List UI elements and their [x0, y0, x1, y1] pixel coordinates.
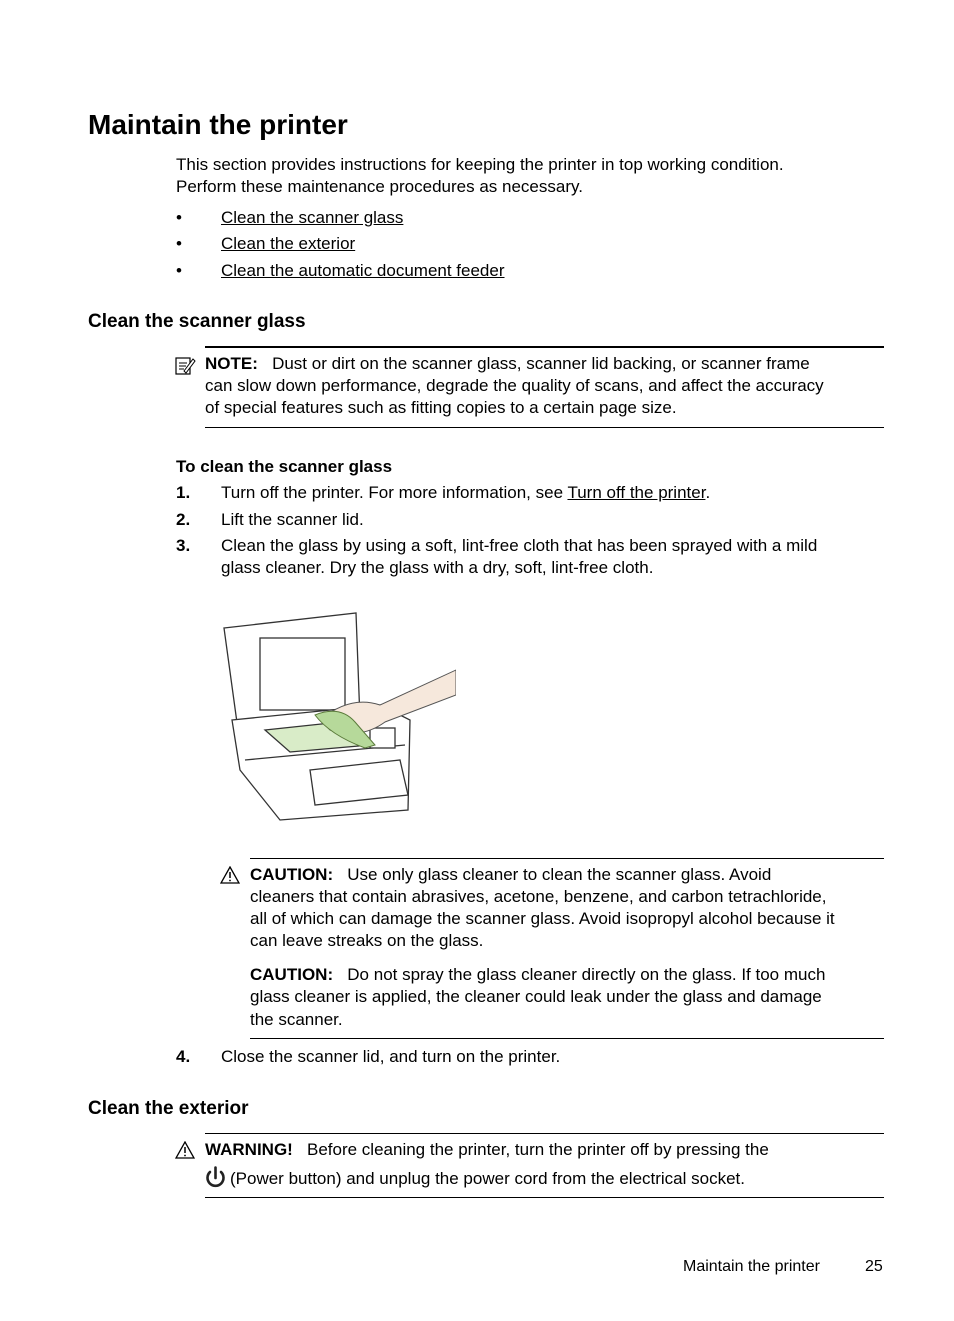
link-clean-exterior[interactable]: Clean the exterior: [221, 234, 356, 253]
step-number: 3.: [176, 536, 191, 555]
step-text: Lift the scanner lid.: [221, 510, 364, 529]
caution-text: the scanner.: [250, 1010, 343, 1029]
footer-section: Maintain the printer: [683, 1258, 820, 1275]
warning-text: Before cleaning the printer, turn the printer off by pressing the: [307, 1140, 769, 1159]
note-label: NOTE:: [205, 354, 258, 373]
link-turn-off-printer[interactable]: Turn off the printer: [567, 483, 706, 502]
note-icon: [174, 355, 196, 377]
printer-cleaning-illustration: [220, 610, 456, 824]
bullet: •: [176, 261, 182, 280]
intro-line: Perform these maintenance procedures as necessary.: [176, 177, 583, 196]
caution-text: Do not spray the glass cleaner directly on the glass. If too much: [347, 965, 826, 984]
procedure-title: To clean the scanner glass: [176, 457, 393, 476]
step-number: 4.: [176, 1047, 191, 1066]
link-clean-adf[interactable]: Clean the automatic document feeder: [221, 261, 505, 280]
divider: [250, 858, 884, 859]
note-text: can slow down performance, degrade the quality of scans, and affect the accuracy: [205, 376, 824, 395]
divider: [205, 1197, 884, 1198]
note-text: Dust or dirt on the scanner glass, scanner lid backing, or scanner frame: [272, 354, 810, 373]
warning-label: WARNING!: [205, 1140, 293, 1159]
divider: [205, 1133, 884, 1134]
section-heading: Clean the scanner glass: [88, 311, 306, 332]
step-number: 1.: [176, 483, 191, 502]
caution-text: Use only glass cleaner to clean the scanner glass. Avoid: [347, 865, 772, 884]
power-icon: [204, 1166, 227, 1190]
step-text: Clean the glass by using a soft, lint-free cloth that has been sprayed with a mild: [221, 536, 818, 555]
bullet: •: [176, 208, 182, 227]
page-number: 25: [865, 1258, 883, 1275]
caution-text: cleaners that contain abrasives, acetone, benzene, and carbon tetrachloride,: [250, 887, 827, 906]
step-text: Turn off the printer. For more information, see: [221, 483, 568, 502]
link-clean-scanner-glass[interactable]: Clean the scanner glass: [221, 208, 404, 227]
caution-label: CAUTION:: [250, 965, 334, 984]
step-text: .: [705, 483, 711, 502]
caution-icon: [220, 866, 240, 884]
section-heading: Clean the exterior: [88, 1098, 249, 1119]
step-number: 2.: [176, 510, 191, 529]
step-text: Close the scanner lid, and turn on the printer.: [221, 1047, 561, 1066]
warning-text: (Power button) and unplug the power cord from the electrical socket.: [230, 1169, 745, 1188]
step-text: glass cleaner. Dry the glass with a dry, soft, lint-free cloth.: [221, 558, 654, 577]
caution-label: CAUTION:: [250, 865, 334, 884]
caution-text: all of which can damage the scanner glass. Avoid isopropyl alcohol because it: [250, 909, 835, 928]
intro-line: This section provides instructions for keeping the printer in top working condition.: [176, 155, 784, 174]
caution-text: can leave streaks on the glass.: [250, 931, 484, 950]
divider: [250, 1038, 884, 1039]
divider: [205, 427, 884, 428]
divider: [205, 346, 884, 348]
page-title: Maintain the printer: [88, 109, 348, 140]
note-text: of special features such as fitting copies to a certain page size.: [205, 398, 677, 417]
warning-icon: [175, 1141, 195, 1159]
caution-text: glass cleaner is applied, the cleaner could leak under the glass and damage: [250, 987, 822, 1006]
bullet: •: [176, 234, 182, 253]
